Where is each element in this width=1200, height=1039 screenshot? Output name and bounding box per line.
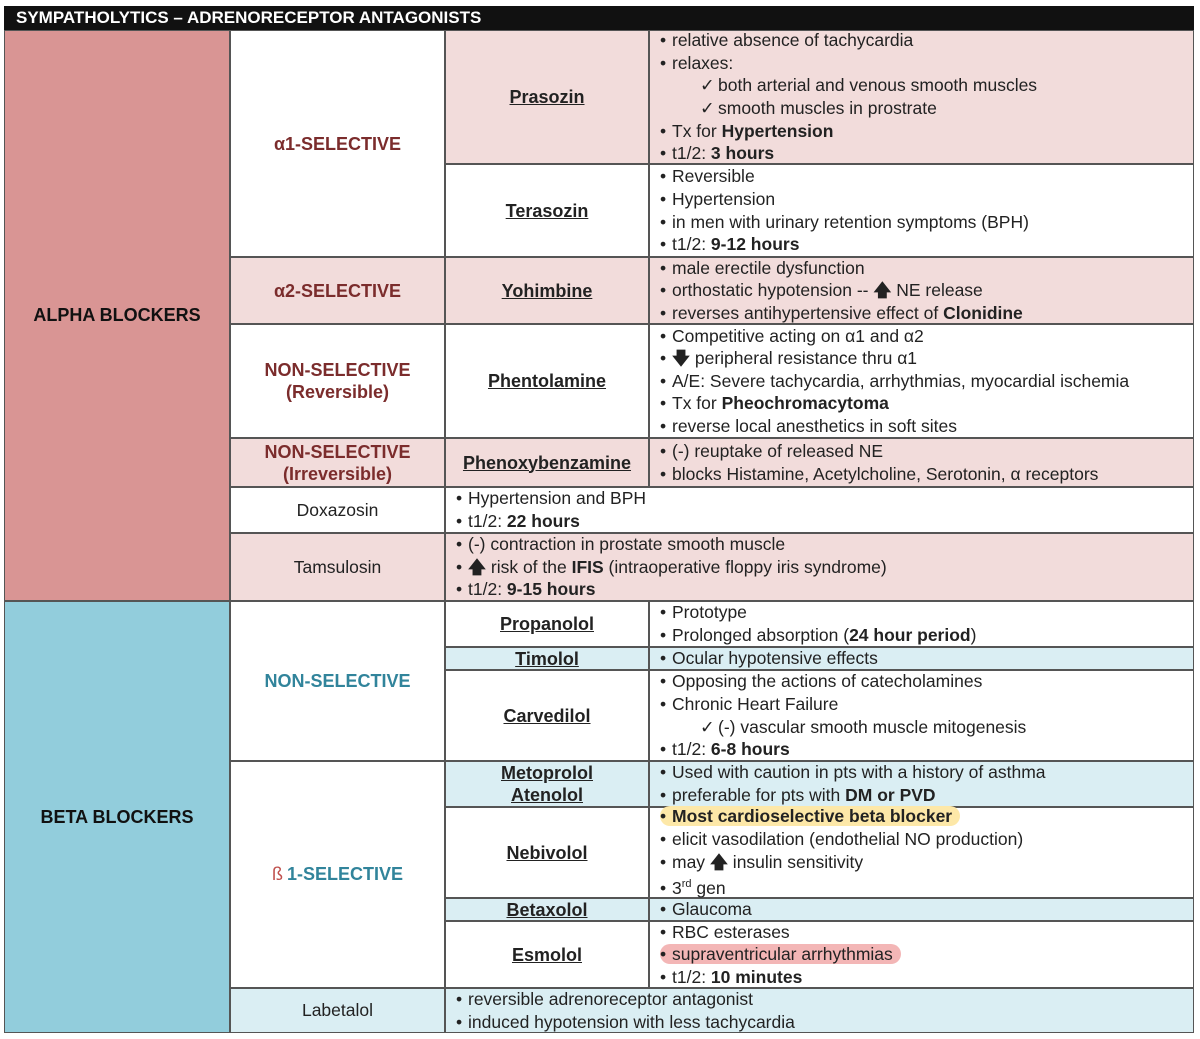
drug-prasozin-label: Prasozin [509,87,585,107]
desc-line [660,257,1193,280]
desc-text: Chronic Heart Failure [672,693,839,714]
check-icon: ✓ [700,75,715,96]
desc-text: Most cardioselective beta blocker [672,806,953,827]
desc-timolol [649,647,1194,670]
desc-line [660,647,1193,670]
desc-text: reversible adrenoreceptor antagonist [468,988,754,1009]
desc-text: in men with urinary retention symptoms (BPH) [672,211,1029,232]
desc-text: 9-12 hours [710,234,800,255]
drug-prasozin [445,30,649,164]
bullet-icon: • [660,30,667,51]
drug-propanolol [445,601,649,647]
desc-text: insulin sensitivity [727,851,864,872]
bullet-icon: • [660,348,667,369]
desc-text: 9-15 hours [506,579,596,600]
bullet-icon: • [660,234,667,255]
desc-line [456,988,1193,1011]
drug-labetalol [230,988,445,1033]
desc-text: Pheochromacytoma [721,393,889,414]
bullet-icon: • [660,625,667,645]
beta-symbol: ß [271,864,283,884]
desc-text: induced hypotension with less tachycardia [468,1011,795,1032]
drug-yohimbine [445,257,649,324]
desc-text: Reversible [672,166,755,187]
desc-text: t1/2: [468,579,507,600]
group-alpha-blockers [4,30,230,601]
desc-text: Hypertension [672,188,776,209]
drug-phenoxybenzamine [445,438,649,487]
desc-tamsulosin [445,533,1194,601]
drug-carvedilol-label: Carvedilol [503,705,591,726]
class-beta-nonsel-label: NON-SELECTIVE [264,670,411,691]
desc-text: both arterial and venous smooth muscles [718,75,1038,96]
desc-yohimbine [649,257,1194,324]
desc-text: risk of the [486,556,572,577]
arrow-up-icon: 🡅 [468,556,486,577]
desc-text: Used with caution in pts with a history of asthma [672,762,1046,783]
desc-line [456,533,1193,556]
desc-terasozin [649,164,1194,257]
desc-text: (-) vascular smooth muscle mitogenesis [718,716,1027,737]
group-beta-label: BETA BLOCKERS [40,806,194,827]
desc-text: Clonidine [943,302,1023,323]
desc-line [660,370,1193,393]
desc-line [456,578,1193,601]
drug-metoprolol-atenolol [445,761,649,807]
desc-labetalol [445,988,1194,1033]
desc-text: male erectile dysfunction [672,257,865,278]
bullet-icon: • [660,370,667,391]
desc-line [660,142,1193,165]
bullet-icon: • [660,762,667,783]
desc-text: t1/2: [672,739,711,760]
desc-line [456,1011,1193,1034]
desc-line [456,487,1193,510]
desc-text: orthostatic hypotension -- [672,280,874,301]
class-nonselective-irreversible [230,438,445,487]
bullet-icon: • [660,944,667,965]
desc-line [660,670,1193,693]
bullet-icon: • [456,1011,463,1032]
desc-esmolol [649,921,1194,988]
class-alpha2-label: α2-SELECTIVE [273,280,402,301]
drug-yohimbine-label: Yohimbine [501,280,593,301]
bullet-icon: • [456,511,463,531]
desc-line [660,624,1193,647]
desc-line [660,233,1193,256]
desc-text: Tx for [672,120,722,141]
desc-prasozin [649,30,1194,164]
desc-text: supraventricular arrhythmias [672,944,893,965]
class-beta1-selective [230,761,445,988]
bullet-icon: • [660,648,667,669]
desc-text: gen [691,878,726,899]
bullet-icon: • [660,463,667,484]
bullet-icon: • [660,280,667,301]
desc-text: relative absence of tachycardia [672,30,914,51]
bullet-icon: • [660,878,667,899]
desc-text: t1/2: [672,966,711,987]
desc-text: t1/2: [468,511,507,531]
desc-line: • 3rd gen [660,878,726,899]
drug-phentolamine-label: Phentolamine [487,371,607,391]
bullet-icon: • [456,988,463,1009]
desc-text: Hypertension and BPH [468,488,647,509]
bullet-icon: • [660,143,667,164]
desc-line [660,211,1193,234]
desc-text: t1/2: [672,143,711,164]
bullet-icon: • [660,393,667,414]
desc-line [660,29,1193,52]
class-alpha1-label: α1-SELECTIVE [273,133,402,154]
drug-esmolol [445,921,649,988]
desc-text: preferable for pts with [672,785,846,805]
desc-subline [660,97,1193,120]
desc-text: Tx for [672,393,722,414]
group-beta-blockers [4,601,230,1033]
desc-text: 24 hour period [849,625,971,645]
desc-text: peripheral resistance thru α1 [690,348,918,369]
desc-line [660,761,1193,784]
bullet-icon: • [660,211,667,232]
class-alpha1-selective [230,30,445,257]
desc-line [660,966,1193,989]
drug-nebivolol [445,807,649,898]
bullet-icon: • [660,829,667,849]
desc-text: may [672,851,710,872]
desc-line [456,510,1193,533]
desc-text: RBC esterases [672,921,790,942]
arrow-up-icon: 🡅 [709,851,728,872]
desc-text: ) [970,625,977,645]
bullet-icon: • [660,257,667,278]
desc-text: Prototype [672,602,747,623]
desc-doxazosin [445,487,1194,533]
desc-text: NE release [891,280,983,301]
desc-line [660,188,1193,211]
desc-text: 3 hours [710,143,775,164]
desc-phentolamine [649,324,1194,438]
desc-text: Prolonged absorption ( [672,625,850,645]
drug-nebivolol-label: Nebivolol [506,842,588,863]
desc-propanolol [649,601,1194,647]
desc-text: t1/2: [672,234,711,255]
desc-text: DM or PVD [845,785,936,805]
desc-line [660,851,1193,874]
drug-tamsulosin-label: Tamsulosin [293,556,382,577]
drug-propanolol-label: Propanolol [500,614,594,634]
desc-line [660,392,1193,415]
bullet-icon: • [660,188,667,209]
desc-text: (intraoperative floppy iris syndrome) [603,556,887,577]
bullet-icon: • [660,302,667,323]
class-beta-nonselective [230,601,445,761]
drug-phentolamine [445,324,649,438]
desc-line [660,943,1193,966]
desc-text: elicit vasodilation (endothelial NO production) [672,829,1024,849]
desc-phenoxybenzamine [649,438,1194,487]
class-nonsel-irrev-line1: NON-SELECTIVE [264,441,411,462]
bullet-icon: • [660,806,667,827]
drug-esmolol-label: Esmolol [511,944,582,965]
desc-line [660,415,1193,438]
desc-subline [660,74,1193,97]
desc-text: 22 hours [506,511,580,531]
drug-phenoxybenzamine-label: Phenoxybenzamine [462,452,632,473]
bullet-icon: • [660,921,667,942]
class-beta1-label: 1-SELECTIVE [286,864,404,884]
bullet-icon: • [660,739,667,760]
desc-text: relaxes: [672,52,734,73]
drug-metoprolol-label: Metoprolol [501,763,593,783]
class-nonsel-rev-line1: NON-SELECTIVE [264,360,411,380]
desc-line [660,921,1193,944]
desc-line [660,325,1193,348]
bullet-icon: • [456,556,463,577]
drug-terasozin [445,164,649,257]
desc-text: Glaucoma [672,899,752,920]
desc-text: reverse local anesthetics in soft sites [672,415,957,436]
highlight-red [660,944,901,964]
desc-line [660,52,1193,75]
drug-betaxolol-label: Betaxolol [506,899,588,920]
drug-atenolol-label: Atenolol [511,785,583,805]
desc-subline [660,716,1193,739]
desc-line [660,784,1193,807]
bullet-icon: • [660,851,667,872]
desc-text: (-) contraction in prostate smooth muscle [468,534,786,555]
desc-text: A/E: Severe tachycardia, arrhythmias, myocardial ischemia [672,370,1130,391]
desc-line [660,693,1193,716]
drug-doxazosin-label: Doxazosin [296,499,379,520]
desc-line [660,828,1193,851]
drug-labetalol-label: Labetalol [301,1000,374,1020]
desc-metoprolol-atenolol [649,761,1194,807]
desc-text: 3 [672,878,682,899]
bullet-icon: • [456,488,463,509]
desc-line [456,556,1193,579]
bullet-icon: • [660,52,667,73]
bullet-icon: • [660,602,667,623]
bullet-icon: • [660,440,667,461]
desc-betaxolol [649,898,1194,921]
desc-nebivolol [649,807,1194,898]
desc-text: (-) reuptake of released NE [672,440,884,461]
desc-line [660,347,1193,370]
drug-betaxolol [445,898,649,921]
desc-text: 10 minutes [710,966,803,987]
bullet-icon: • [660,166,667,187]
class-alpha2-selective [230,257,445,324]
bullet-icon: • [660,671,667,692]
class-nonselective-reversible [230,324,445,438]
desc-line [660,302,1193,325]
drug-doxazosin [230,487,445,533]
desc-line [660,440,1193,463]
desc-line [660,898,1193,921]
desc-text: reverses antihypertensive effect of [672,302,944,323]
drug-terasozin-label: Terasozin [505,200,589,221]
desc-line [660,601,1193,624]
desc-line [660,165,1193,188]
desc-text: 6-8 hours [710,739,790,760]
desc-text: Opposing the actions of catecholamines [672,671,983,692]
bullet-icon: • [660,966,667,987]
bullet-icon: • [660,693,667,714]
bullet-icon: • [456,579,463,600]
desc-line [660,738,1193,761]
check-icon: ✓ [700,716,715,737]
arrow-up-icon: 🡅 [873,280,892,301]
desc-text: Ocular hypotensive effects [672,648,878,669]
drug-tamsulosin [230,533,445,601]
bullet-icon: • [660,785,667,805]
bullet-icon: • [660,415,667,436]
desc-carvedilol [649,670,1194,761]
group-alpha-label: ALPHA BLOCKERS [33,305,201,325]
desc-text: smooth muscles in prostrate [718,98,937,118]
check-icon: ✓ [700,98,715,118]
desc-text: Competitive acting on α1 and α2 [672,325,924,346]
desc-line [660,463,1193,486]
bullet-icon: • [660,325,667,346]
desc-text: Hypertension [721,120,834,141]
page-title: SYMPATHOLYTICS – ADRENORECEPTOR ANTAGONISTS [4,6,1194,30]
desc-line [660,120,1193,143]
drug-timolol-label: Timolol [515,648,579,669]
desc-text: blocks Histamine, Acetylcholine, Serotonin, α receptors [672,463,1099,484]
class-nonsel-irrev-line2: (Irreversible) [282,463,393,484]
highlight-yellow [660,806,960,826]
desc-line [660,279,1193,302]
arrow-down-icon: 🡇 [672,348,690,369]
desc-text: IFIS [571,556,604,577]
bullet-icon: • [660,899,667,920]
desc-line [660,805,1193,828]
bullet-icon: • [456,534,463,555]
bullet-icon: • [660,120,667,141]
class-nonsel-rev-line2: (Reversible) [285,382,390,402]
drug-timolol [445,647,649,670]
drug-carvedilol [445,670,649,761]
